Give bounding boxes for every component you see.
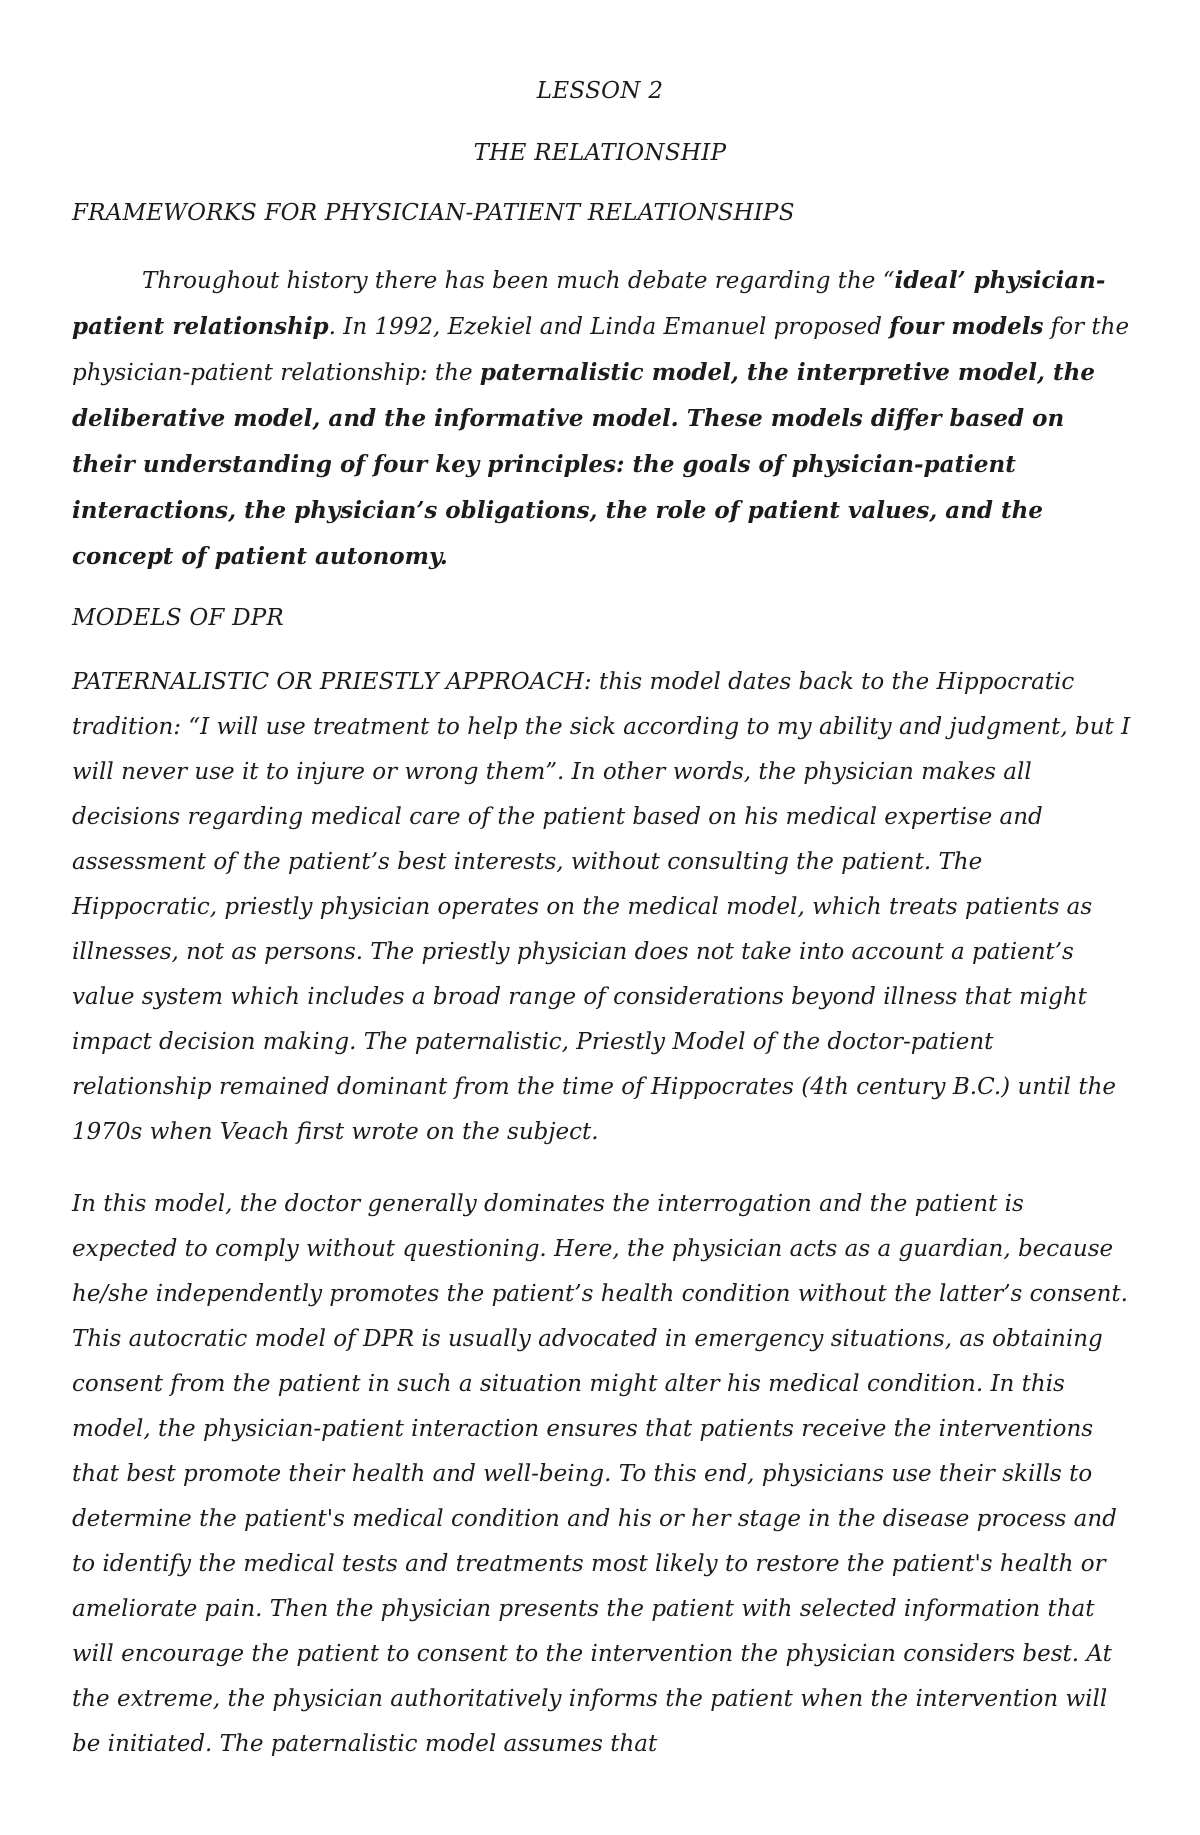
paragraph-2: In this model, the doctor generally dominates the interrogation and the patient is expected to comply without questioning. Here, the physician acts as a guardian, because he/she independently promotes the patient’s health condition without the latter’s consent. This autocratic model of DPR is usually advocated in emergency situations, as obtaining consent from the patient in such a situation might alter his medical condition. In this model, the physician-patient interaction ensures that patients receive the interventions that best promote their health and well-being. To this end, physicians use their skills to determine the patient's medical condition and his or her stage in the disease process and to identify the medical tests and treatments most likely to restore the patient's health or ameliorate pain. Then the physician presents the patient with selected information that will encourage the patient to consent to the intervention the physician considers best. At the extreme, the physician authoritatively informs the patient when the intervention will be initiated. The paternalistic model assumes that: [72, 1191, 1128, 1757]
intro-paragraph: [72, 258, 1132, 580]
paternalistic-paragraph: [72, 660, 1132, 1155]
paternalistic-label: PATERNALISTIC OR PRIESTLY APPROACH: [72, 669, 584, 695]
paternalistic-text: : this model dates back to the Hippocratic tradition: “I will use treatment to help the sick according to my ability and judgment, but I will never use it to injure or wrong them”. In other words, the physician makes all decisions regarding medical care of the patient based on his medical expertise and assessment of the patient’s best interests, without consulting the patient. The Hippocratic, priestly physician operates on the medical model, which treats patients as illnesses, not as persons. The priestly physician does not take into account a patient’s value system which includes a broad range of considerations beyond illness that might impact decision making. The paternalistic, Priestly Model of the doctor-patient relationship remained dominant from the time of Hippocrates (4th century B.C.) until the 1970s when Veach first wrote on the subject.: [72, 669, 1131, 1145]
intro-text-2: . In 1992, Ezekiel and Linda Emanuel proposed: [328, 314, 890, 340]
intro-text-3: for the physician-patient relationship: the: [72, 314, 1130, 386]
frameworks-heading: FRAMEWORKS FOR PHYSICIAN-PATIENT RELATIONSHIPS: [72, 200, 795, 226]
lesson-title: LESSON 2: [536, 78, 664, 104]
lesson-subtitle: THE RELATIONSHIP: [473, 140, 727, 166]
intro-text-1: Throughout history there has been much debate regarding the “: [142, 268, 895, 294]
intro-bold-ideal: ideal’ physician-patient relationship: [72, 267, 1106, 340]
intro-bold-four-models: four models: [889, 313, 1044, 340]
models-heading: MODELS OF DPR: [72, 605, 284, 631]
intro-bold-models-list: paternalistic model, the interpretive model, the deliberative model, and the informative model. These models differ based on their understanding of four key principles: the goals of physician-patient interactions, the physician’s obligations, the role of patient values, and the concept of patient autonomy.: [72, 359, 1095, 570]
